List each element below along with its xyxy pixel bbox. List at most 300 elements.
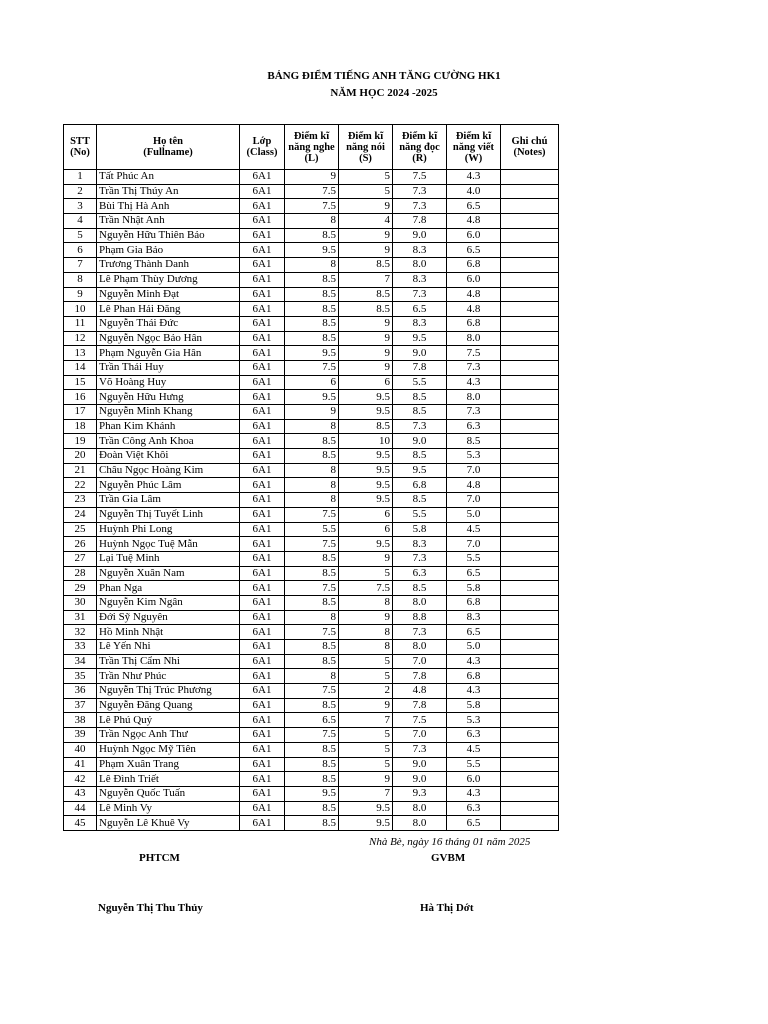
cell-listening: 8.5 <box>285 228 339 243</box>
cell-class: 6A1 <box>240 331 285 346</box>
cell-listening: 7.5 <box>285 199 339 214</box>
table-row <box>64 595 559 610</box>
cell-class: 6A1 <box>240 272 285 287</box>
table-row <box>64 757 559 772</box>
cell-stt: 45 <box>64 816 97 831</box>
cell-class: 6A1 <box>240 434 285 449</box>
table-row <box>64 507 559 522</box>
cell-name: Huỳnh Ngọc Tuệ Mẫn <box>97 537 240 552</box>
cell-class: 6A1 <box>240 786 285 801</box>
cell-notes <box>501 654 559 669</box>
cell-writing: 6.3 <box>447 801 501 816</box>
cell-reading: 7.0 <box>393 728 447 743</box>
cell-stt: 12 <box>64 331 97 346</box>
cell-notes <box>501 757 559 772</box>
cell-class: 6A1 <box>240 595 285 610</box>
cell-name: Phan Nga <box>97 581 240 596</box>
cell-reading: 8.0 <box>393 816 447 831</box>
cell-speaking: 5 <box>339 757 393 772</box>
cell-listening: 7.5 <box>285 360 339 375</box>
cell-name: Nguyễn Hữu Hưng <box>97 390 240 405</box>
cell-writing: 6.5 <box>447 199 501 214</box>
cell-writing: 5.5 <box>447 757 501 772</box>
cell-class: 6A1 <box>240 258 285 273</box>
cell-listening: 8 <box>285 463 339 478</box>
cell-name: Lê Phan Hải Đăng <box>97 302 240 317</box>
cell-notes <box>501 478 559 493</box>
cell-speaking: 9.5 <box>339 493 393 508</box>
cell-name: Nguyễn Thái Đức <box>97 316 240 331</box>
cell-name: Hồ Minh Nhật <box>97 625 240 640</box>
cell-speaking: 5 <box>339 669 393 684</box>
cell-name: Trần Nhật Anh <box>97 214 240 229</box>
cell-writing: 4.3 <box>447 170 501 185</box>
cell-notes <box>501 375 559 390</box>
cell-writing: 5.8 <box>447 581 501 596</box>
cell-notes <box>501 331 559 346</box>
cell-listening: 8.5 <box>285 434 339 449</box>
cell-notes <box>501 302 559 317</box>
cell-name: Lê Đình Triết <box>97 772 240 787</box>
cell-stt: 14 <box>64 360 97 375</box>
cell-speaking: 7 <box>339 272 393 287</box>
cell-stt: 17 <box>64 405 97 420</box>
cell-writing: 6.5 <box>447 243 501 258</box>
cell-stt: 23 <box>64 493 97 508</box>
cell-reading: 7.5 <box>393 170 447 185</box>
cell-stt: 44 <box>64 801 97 816</box>
cell-stt: 43 <box>64 786 97 801</box>
cell-reading: 8.5 <box>393 581 447 596</box>
cell-stt: 33 <box>64 640 97 655</box>
cell-notes <box>501 243 559 258</box>
cell-listening: 8.5 <box>285 316 339 331</box>
cell-notes <box>501 816 559 831</box>
cell-notes <box>501 258 559 273</box>
cell-notes <box>501 684 559 699</box>
cell-name: Lê Minh Vy <box>97 801 240 816</box>
table-row <box>64 551 559 566</box>
cell-reading: 9.0 <box>393 772 447 787</box>
cell-class: 6A1 <box>240 243 285 258</box>
table-row <box>64 463 559 478</box>
table-row <box>64 625 559 640</box>
cell-speaking: 6 <box>339 522 393 537</box>
cell-name: Lê Phú Quý <box>97 713 240 728</box>
table-row <box>64 801 559 816</box>
table-row <box>64 742 559 757</box>
table-row <box>64 566 559 581</box>
cell-stt: 41 <box>64 757 97 772</box>
table-row <box>64 654 559 669</box>
cell-reading: 8.3 <box>393 316 447 331</box>
cell-name: Trần Công Anh Khoa <box>97 434 240 449</box>
header-listening: Điểm kĩ năng nghe (L) <box>285 125 339 170</box>
cell-reading: 5.5 <box>393 375 447 390</box>
cell-stt: 31 <box>64 610 97 625</box>
cell-speaking: 7.5 <box>339 581 393 596</box>
cell-speaking: 9.5 <box>339 537 393 552</box>
cell-listening: 6 <box>285 375 339 390</box>
cell-name: Huỳnh Ngọc Mỹ Tiên <box>97 742 240 757</box>
cell-listening: 8.5 <box>285 772 339 787</box>
cell-notes <box>501 228 559 243</box>
cell-notes <box>501 772 559 787</box>
cell-listening: 9 <box>285 405 339 420</box>
cell-speaking: 8 <box>339 625 393 640</box>
cell-name: Nguyễn Thị Tuyết Linh <box>97 507 240 522</box>
cell-class: 6A1 <box>240 360 285 375</box>
cell-listening: 8 <box>285 258 339 273</box>
cell-notes <box>501 551 559 566</box>
cell-writing: 7.0 <box>447 463 501 478</box>
cell-writing: 6.5 <box>447 816 501 831</box>
cell-speaking: 9 <box>339 243 393 258</box>
cell-class: 6A1 <box>240 551 285 566</box>
cell-stt: 32 <box>64 625 97 640</box>
table-row <box>64 272 559 287</box>
cell-speaking: 5 <box>339 654 393 669</box>
cell-listening: 7.5 <box>285 184 339 199</box>
cell-stt: 13 <box>64 346 97 361</box>
cell-listening: 9.5 <box>285 786 339 801</box>
cell-reading: 9.0 <box>393 346 447 361</box>
cell-stt: 38 <box>64 713 97 728</box>
header-writing: Điểm kĩ năng viết (W) <box>447 125 501 170</box>
cell-speaking: 7 <box>339 713 393 728</box>
cell-stt: 11 <box>64 316 97 331</box>
cell-stt: 18 <box>64 419 97 434</box>
cell-listening: 8.5 <box>285 816 339 831</box>
cell-reading: 7.3 <box>393 742 447 757</box>
cell-reading: 9.0 <box>393 434 447 449</box>
cell-listening: 8.5 <box>285 302 339 317</box>
header-speaking: Điểm kĩ năng nói (S) <box>339 125 393 170</box>
cell-reading: 9.3 <box>393 786 447 801</box>
cell-reading: 7.8 <box>393 360 447 375</box>
cell-class: 6A1 <box>240 713 285 728</box>
cell-reading: 8.5 <box>393 390 447 405</box>
cell-writing: 4.5 <box>447 742 501 757</box>
cell-reading: 7.5 <box>393 713 447 728</box>
cell-class: 6A1 <box>240 302 285 317</box>
table-row <box>64 360 559 375</box>
cell-class: 6A1 <box>240 698 285 713</box>
cell-writing: 8.3 <box>447 610 501 625</box>
cell-writing: 4.5 <box>447 522 501 537</box>
cell-class: 6A1 <box>240 669 285 684</box>
cell-stt: 21 <box>64 463 97 478</box>
cell-class: 6A1 <box>240 507 285 522</box>
cell-name: Nguyễn Hữu Thiên Bảo <box>97 228 240 243</box>
cell-class: 6A1 <box>240 449 285 464</box>
cell-stt: 26 <box>64 537 97 552</box>
cell-reading: 6.5 <box>393 302 447 317</box>
cell-stt: 42 <box>64 772 97 787</box>
cell-class: 6A1 <box>240 728 285 743</box>
cell-notes <box>501 419 559 434</box>
document-title: BẢNG ĐIỂM TIẾNG ANH TĂNG CƯỜNG HK1 <box>267 70 501 82</box>
table-row <box>64 184 559 199</box>
cell-speaking: 9.5 <box>339 449 393 464</box>
cell-notes <box>501 786 559 801</box>
cell-notes <box>501 537 559 552</box>
cell-speaking: 9.5 <box>339 801 393 816</box>
table-row <box>64 537 559 552</box>
cell-class: 6A1 <box>240 316 285 331</box>
cell-speaking: 8 <box>339 640 393 655</box>
cell-writing: 8.0 <box>447 331 501 346</box>
cell-stt: 24 <box>64 507 97 522</box>
header-notes: Ghi chú (Notes) <box>501 125 559 170</box>
table-row <box>64 214 559 229</box>
cell-notes <box>501 214 559 229</box>
cell-writing: 6.3 <box>447 728 501 743</box>
cell-name: Nguyễn Kim Ngân <box>97 595 240 610</box>
table-row <box>64 581 559 596</box>
cell-listening: 6.5 <box>285 713 339 728</box>
cell-speaking: 2 <box>339 684 393 699</box>
cell-writing: 5.0 <box>447 640 501 655</box>
cell-listening: 7.5 <box>285 684 339 699</box>
cell-stt: 27 <box>64 551 97 566</box>
cell-class: 6A1 <box>240 419 285 434</box>
cell-notes <box>501 728 559 743</box>
cell-speaking: 9 <box>339 360 393 375</box>
cell-speaking: 9.5 <box>339 816 393 831</box>
header-class: Lớp (Class) <box>240 125 285 170</box>
cell-reading: 8.3 <box>393 243 447 258</box>
cell-notes <box>501 522 559 537</box>
table-row <box>64 610 559 625</box>
cell-stt: 30 <box>64 595 97 610</box>
cell-stt: 19 <box>64 434 97 449</box>
cell-class: 6A1 <box>240 625 285 640</box>
cell-listening: 7.5 <box>285 581 339 596</box>
table-row <box>64 449 559 464</box>
cell-speaking: 7 <box>339 786 393 801</box>
cell-reading: 9.0 <box>393 228 447 243</box>
cell-name: Trần Thái Huy <box>97 360 240 375</box>
cell-name: Phạm Nguyễn Gia Hân <box>97 346 240 361</box>
cell-listening: 8.5 <box>285 595 339 610</box>
cell-notes <box>501 640 559 655</box>
cell-stt: 1 <box>64 170 97 185</box>
cell-reading: 7.0 <box>393 654 447 669</box>
cell-name: Nguyễn Thị Trúc Phương <box>97 684 240 699</box>
cell-speaking: 9 <box>339 199 393 214</box>
cell-notes <box>501 287 559 302</box>
cell-reading: 7.3 <box>393 625 447 640</box>
table-row <box>64 346 559 361</box>
cell-reading: 9.5 <box>393 463 447 478</box>
table-row <box>64 772 559 787</box>
cell-writing: 5.3 <box>447 713 501 728</box>
cell-reading: 7.8 <box>393 669 447 684</box>
cell-writing: 5.8 <box>447 698 501 713</box>
cell-reading: 6.3 <box>393 566 447 581</box>
cell-writing: 4.8 <box>447 478 501 493</box>
cell-class: 6A1 <box>240 214 285 229</box>
cell-writing: 4.8 <box>447 214 501 229</box>
cell-notes <box>501 581 559 596</box>
cell-notes <box>501 742 559 757</box>
cell-listening: 8 <box>285 610 339 625</box>
cell-listening: 8 <box>285 669 339 684</box>
table-row <box>64 434 559 449</box>
cell-listening: 8.5 <box>285 698 339 713</box>
cell-speaking: 5 <box>339 728 393 743</box>
cell-speaking: 9 <box>339 346 393 361</box>
cell-class: 6A1 <box>240 684 285 699</box>
cell-name: Trần Ngọc Anh Thư <box>97 728 240 743</box>
cell-listening: 8.5 <box>285 287 339 302</box>
cell-listening: 7.5 <box>285 728 339 743</box>
cell-notes <box>501 316 559 331</box>
cell-listening: 8.5 <box>285 272 339 287</box>
cell-speaking: 9 <box>339 772 393 787</box>
cell-stt: 3 <box>64 199 97 214</box>
cell-speaking: 5 <box>339 184 393 199</box>
table-row <box>64 405 559 420</box>
cell-reading: 8.0 <box>393 595 447 610</box>
cell-name: Phan Kim Khánh <box>97 419 240 434</box>
cell-notes <box>501 184 559 199</box>
cell-speaking: 9.5 <box>339 478 393 493</box>
cell-speaking: 9 <box>339 316 393 331</box>
grades-table <box>63 124 559 831</box>
cell-writing: 4.8 <box>447 287 501 302</box>
cell-speaking: 9 <box>339 610 393 625</box>
table-row <box>64 522 559 537</box>
table-row <box>64 375 559 390</box>
cell-writing: 5.5 <box>447 551 501 566</box>
cell-notes <box>501 595 559 610</box>
cell-class: 6A1 <box>240 757 285 772</box>
cell-listening: 8.5 <box>285 654 339 669</box>
cell-class: 6A1 <box>240 581 285 596</box>
cell-listening: 8 <box>285 419 339 434</box>
left-signer-role: PHTCM <box>139 852 180 864</box>
cell-listening: 8 <box>285 478 339 493</box>
cell-listening: 8.5 <box>285 801 339 816</box>
table-row <box>64 228 559 243</box>
cell-writing: 8.0 <box>447 390 501 405</box>
cell-listening: 7.5 <box>285 625 339 640</box>
table-row <box>64 390 559 405</box>
cell-writing: 4.3 <box>447 654 501 669</box>
cell-notes <box>501 507 559 522</box>
cell-notes <box>501 405 559 420</box>
cell-speaking: 9 <box>339 228 393 243</box>
table-row <box>64 786 559 801</box>
grades-body <box>64 170 559 831</box>
cell-reading: 8.5 <box>393 405 447 420</box>
cell-notes <box>501 360 559 375</box>
cell-name: Phạm Gia Bảo <box>97 243 240 258</box>
cell-name: Trần Như Phúc <box>97 669 240 684</box>
cell-reading: 8.8 <box>393 610 447 625</box>
cell-name: Trần Thị Thúy An <box>97 184 240 199</box>
cell-notes <box>501 801 559 816</box>
cell-reading: 5.8 <box>393 522 447 537</box>
cell-reading: 4.8 <box>393 684 447 699</box>
cell-reading: 7.3 <box>393 419 447 434</box>
cell-stt: 10 <box>64 302 97 317</box>
cell-writing: 6.5 <box>447 625 501 640</box>
cell-stt: 36 <box>64 684 97 699</box>
cell-writing: 4.3 <box>447 375 501 390</box>
cell-listening: 7.5 <box>285 507 339 522</box>
cell-stt: 37 <box>64 698 97 713</box>
cell-name: Huỳnh Phi Long <box>97 522 240 537</box>
table-row <box>64 713 559 728</box>
cell-notes <box>501 566 559 581</box>
table-row <box>64 478 559 493</box>
cell-stt: 20 <box>64 449 97 464</box>
cell-writing: 6.3 <box>447 419 501 434</box>
place-date: Nhà Bè, ngày 16 tháng 01 năm 2025 <box>369 836 531 848</box>
cell-stt: 9 <box>64 287 97 302</box>
cell-speaking: 9.5 <box>339 390 393 405</box>
cell-listening: 8.5 <box>285 331 339 346</box>
cell-stt: 2 <box>64 184 97 199</box>
cell-reading: 8.0 <box>393 258 447 273</box>
cell-reading: 7.3 <box>393 287 447 302</box>
cell-name: Lê Yến Nhi <box>97 640 240 655</box>
cell-reading: 7.3 <box>393 551 447 566</box>
cell-stt: 39 <box>64 728 97 743</box>
header-row <box>64 125 559 170</box>
school-year: NĂM HỌC 2024 -2025 <box>330 87 438 99</box>
cell-writing: 7.0 <box>447 537 501 552</box>
cell-class: 6A1 <box>240 170 285 185</box>
table-row <box>64 684 559 699</box>
table-row <box>64 816 559 831</box>
cell-notes <box>501 698 559 713</box>
cell-class: 6A1 <box>240 816 285 831</box>
cell-stt: 4 <box>64 214 97 229</box>
table-row <box>64 419 559 434</box>
cell-reading: 7.8 <box>393 698 447 713</box>
cell-writing: 7.0 <box>447 493 501 508</box>
header-reading: Điểm kĩ năng đọc (R) <box>393 125 447 170</box>
cell-class: 6A1 <box>240 463 285 478</box>
cell-name: Nguyễn Ngọc Bảo Hân <box>97 331 240 346</box>
header-name: Họ tên (Fullname) <box>97 125 240 170</box>
cell-name: Trần Thị Cẩm Nhi <box>97 654 240 669</box>
cell-stt: 29 <box>64 581 97 596</box>
cell-writing: 4.8 <box>447 302 501 317</box>
cell-reading: 7.8 <box>393 214 447 229</box>
cell-class: 6A1 <box>240 405 285 420</box>
cell-name: Đoàn Việt Khôi <box>97 449 240 464</box>
header-stt: STT (No) <box>64 125 97 170</box>
table-row <box>64 258 559 273</box>
cell-reading: 8.5 <box>393 493 447 508</box>
cell-stt: 40 <box>64 742 97 757</box>
cell-writing: 4.0 <box>447 184 501 199</box>
cell-listening: 9.5 <box>285 243 339 258</box>
cell-reading: 8.3 <box>393 537 447 552</box>
cell-writing: 8.5 <box>447 434 501 449</box>
table-row <box>64 243 559 258</box>
cell-speaking: 5 <box>339 742 393 757</box>
cell-writing: 6.0 <box>447 228 501 243</box>
cell-class: 6A1 <box>240 566 285 581</box>
cell-speaking: 5 <box>339 566 393 581</box>
cell-reading: 8.0 <box>393 801 447 816</box>
